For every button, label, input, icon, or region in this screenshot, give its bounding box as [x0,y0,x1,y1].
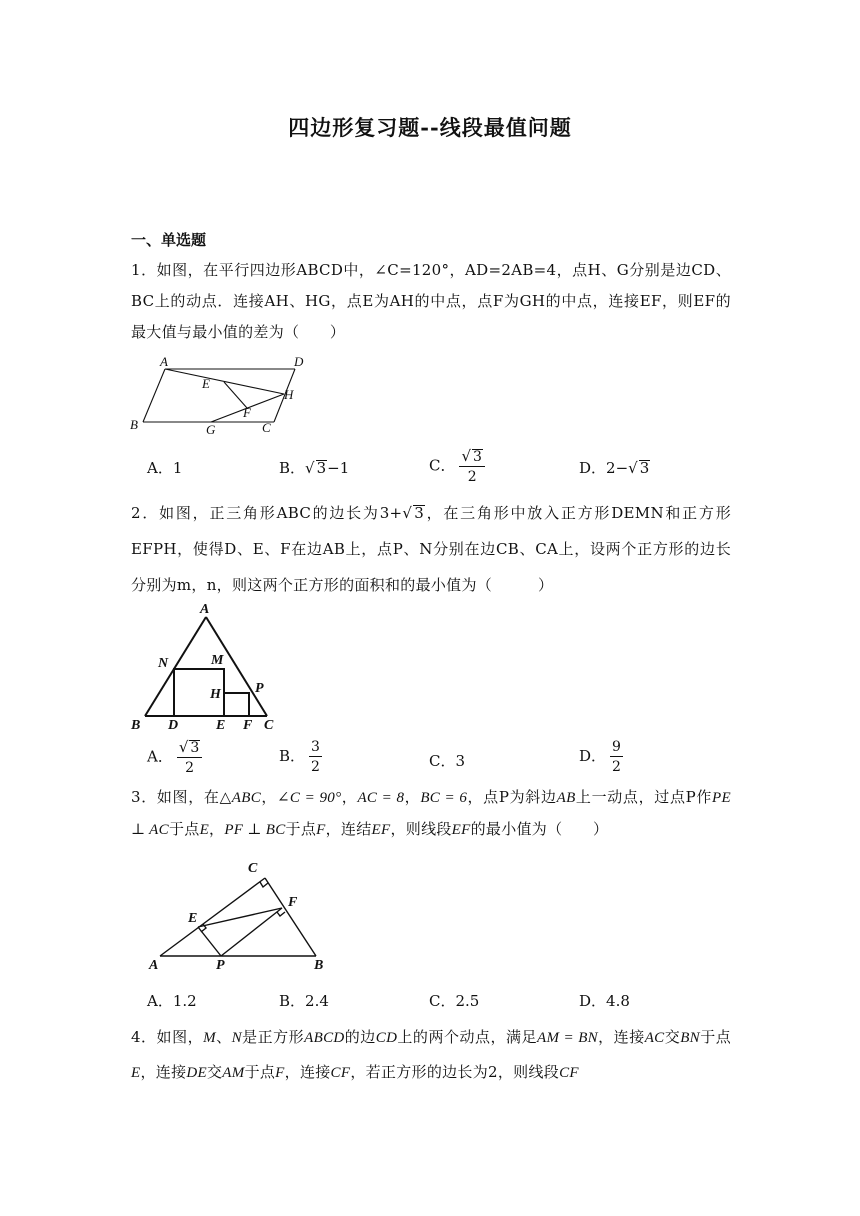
section-heading: 一、单选题 [131,231,207,249]
figure-label: A [200,602,210,617]
option-d[interactable]: D．2−√ 3 [579,459,650,477]
figure-label: N [158,656,169,671]
option-a[interactable]: A． $\frac{√ 3}{2}$ [147,740,202,775]
question-2-figure [128,600,288,734]
question-3-text: 3．如图，在△ABC，∠C = 90°，AC = 8，BC = 6，点P为斜边AB上一动点，过点P作PE ⊥ AC于点E，PF ⊥ BC于点F，连结EF，则线段EF的最小值为（ ） [131,788,731,838]
option-d[interactable]: D． $\frac{9}{2}$ [579,739,621,775]
option-a[interactable]: A．1.2 [147,992,197,1010]
figure-label: A [160,354,168,369]
figure-label: D [168,718,179,733]
figure-label: C [264,718,274,733]
figure-label: E [202,376,210,391]
figure-label: P [216,958,225,973]
figure-label: D [294,354,304,369]
figure-label: C [248,861,258,876]
question-1-options [147,447,727,485]
option-d[interactable]: D．4.8 [579,992,630,1010]
figure-label: B [314,958,324,973]
figure-label: H [210,687,221,702]
page-title: 四边形复习题--线段最值问题 [288,115,572,140]
question-4-text: 4．如图，M、N是正方形ABCD的边CD上的两个动点，满足AM = BN，连接AC交BN于点E，连接DE交AM于点F，连接CF，若正方形的边长为2，则线段CF [131,1028,731,1081]
figure-label: M [211,653,224,668]
figure-label: F [243,405,251,420]
question-2-text: 2．如图，正三角形ABC的边长为3+√ 3，在三角形中放入正方形DEMN和正方形EFPH，使得D、E、F在边AB上，点P、N分别在边CB、CA上，设两个正方形的边长分别为m，n，则这两个正方形的面积和的最小值为（ ） [131,504,731,594]
option-a[interactable]: A．1 [147,459,183,477]
option-c[interactable]: C． $\frac{√ 3}{2}$ [429,449,485,484]
figure-label: F [243,718,253,733]
question-1-figure [128,352,308,438]
option-b[interactable]: B．2.4 [279,992,329,1010]
option-b[interactable]: B．√ 3−1 [279,459,350,477]
option-c[interactable]: C．2.5 [429,992,480,1010]
option-c[interactable]: C．3 [429,752,466,770]
option-b[interactable]: B． $\frac{3}{2}$ [279,739,320,775]
question-2-options [147,738,727,776]
figure-label: C [262,420,271,435]
figure-label: F [288,895,298,910]
question-3-options [147,990,727,1022]
figure-label: B [130,417,138,432]
figure-label: E [188,911,198,926]
figure-label: G [206,422,216,437]
figure-label: E [216,718,226,733]
figure-label: A [149,958,159,973]
question-1-text: 1．如图，在平行四边形ABCD中，∠C=120°，AD=2AB=4，点H、G分别是边CD、BC上的动点．连接AH、HG，点E为AH的中点，点F为GH的中点，连接EF，则EF的最大值与最小值的差为（ ） [131,261,731,341]
question-3-figure [140,852,340,976]
figure-label: P [255,681,264,696]
figure-label: H [284,387,294,402]
figure-label: B [131,718,141,733]
